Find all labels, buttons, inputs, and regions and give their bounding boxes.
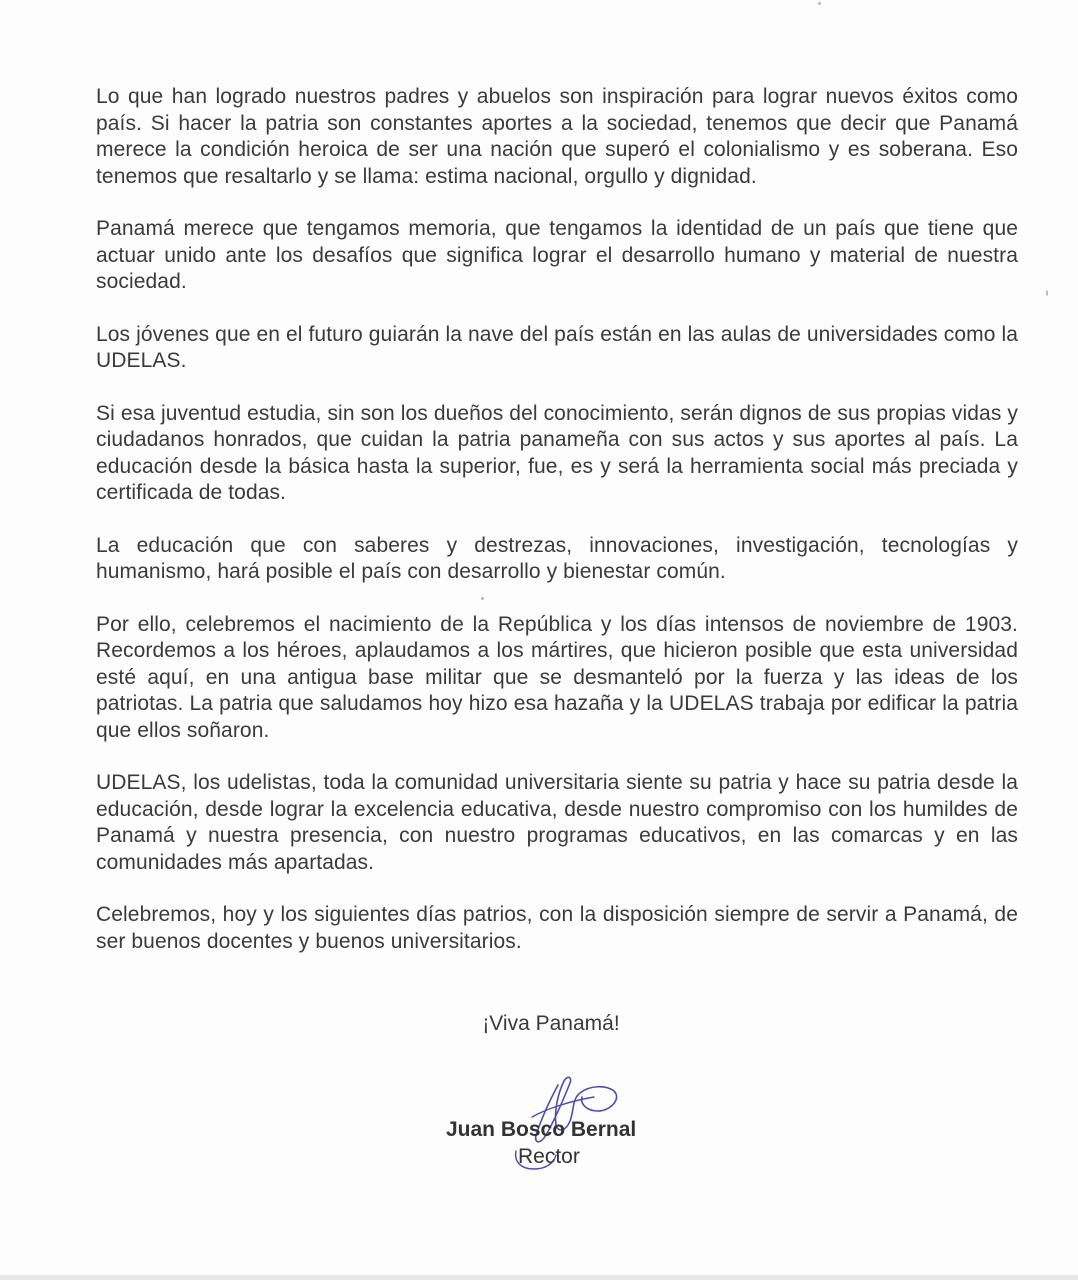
paragraph-2: Panamá merece que tengamos memoria, que tengamos la identidad de un país que tiene que actuar unido ante los desafíos que significa lograr el desarrollo humano y material de nuestra sociedad. — [96, 217, 1018, 293]
paragraph-7: UDELAS, los udelistas, toda la comunidad universitaria siente su patria y hace su patria desde la educación, desde lograr la excelencia educativa, desde nuestro compromiso con los humildes de Panamá y nuestra presencia, con nuestro programas educativos, en las comarcas y en las comunidades más apartadas. — [96, 771, 1018, 874]
signer-name: Juan Bosco Bernal — [446, 1118, 637, 1141]
paragraph-5: La educación que con saberes y destrezas, innovaciones, investigación, tecnologías y humanismo, hará posible el país con desarrollo y bienestar común. — [96, 533, 1018, 583]
paragraph-6: Por ello, celebremos el nacimiento de la República y los días intensos de noviembre de 1903. Recordemos a los héroes, aplaudamos a los mártires, que hicieron posible que esta universidad esté aquí, en una antigua base militar que se desmanteló por la fuerza y las ideas de los patriotas. La patria que saludamos hoy hizo esa hazaña y la UDELAS trabaja por edificar la patria que ellos soñaron. — [96, 612, 1018, 742]
paragraph-4: Si esa juventud estudia, sin son los dueños del conocimiento, serán dignos de sus propias vidas y ciudadanos honrados, que cuidan la patria panameña con sus actos y sus aportes al país. La educación desde la básica hasta la superior, fue, es y será la herramienta social más preciada y certificada de todas. — [96, 401, 1018, 504]
scan-dust-mark — [818, 2, 821, 5]
paragraph-8: Celebremos, hoy y los siguientes días patrios, con la disposición siempre de servir a Panamá, de ser buenos docentes y buenos universitarios. — [96, 903, 1018, 953]
paragraph-3: Los jóvenes que en el futuro guiarán la nave del país están en las aulas de universidades como la UDELAS. — [96, 322, 1018, 372]
letter-body — [96, 84, 1018, 981]
scan-dust-mark — [1046, 290, 1048, 296]
paragraph-1: Lo que han logrado nuestros padres y abuelos son inspiración para lograr nuevos éxitos como país. Si hacer la patria son constantes aportes a la sociedad, tenemos que decir que Panamá merece la condición heroica de ser una nación que superó el colonialismo y es soberana. Eso tenemos que resaltarlo y se llama: estima nacional, orgullo y dignidad. — [96, 85, 1018, 188]
page-bottom-edge — [0, 1275, 1078, 1280]
signer-title: Rector — [518, 1145, 580, 1168]
scan-dust-mark — [481, 597, 484, 600]
closing-salutation: ¡Viva Panamá! — [482, 1012, 620, 1035]
